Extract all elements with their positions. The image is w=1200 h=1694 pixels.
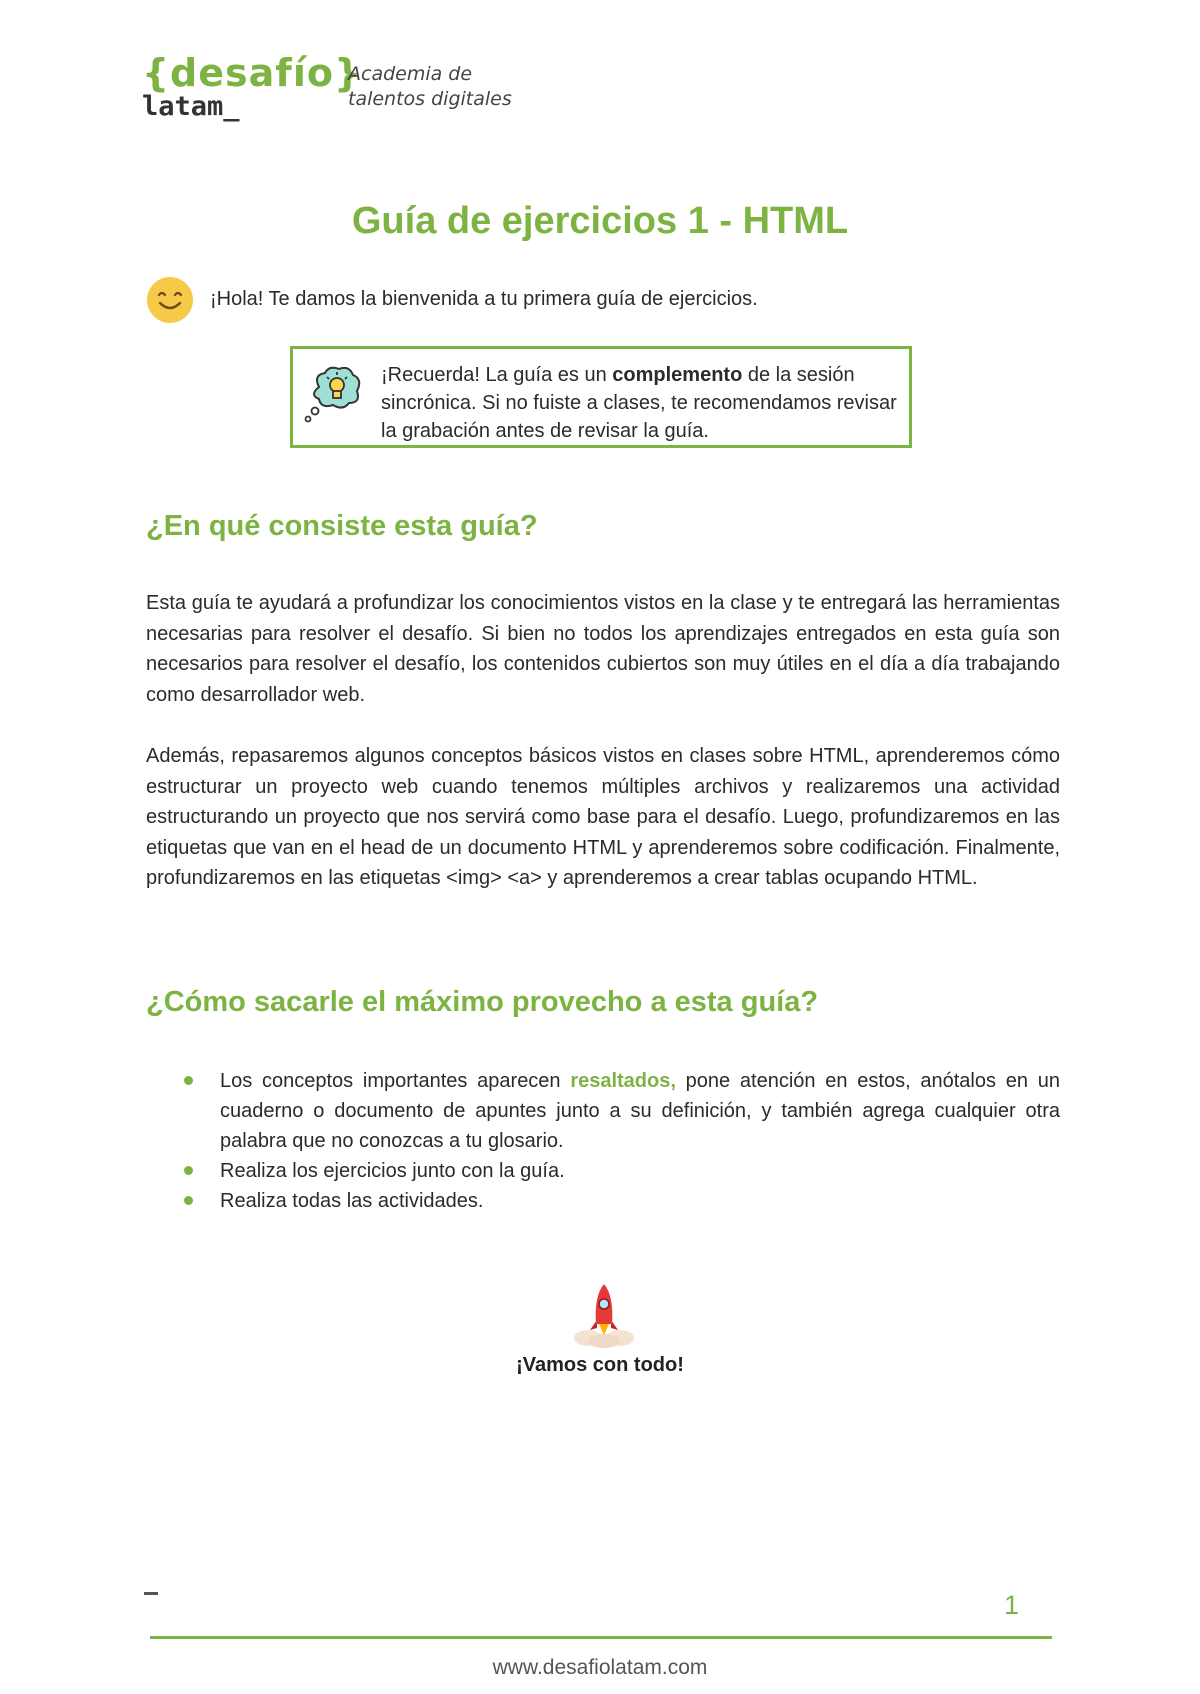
bullet-dot <box>184 1076 193 1085</box>
section-heading-tips: ¿Cómo sacarle el máximo provecho a esta guía? <box>146 986 819 1018</box>
greeting-text: ¡Hola! Te damos la bienvenida a tu primera guía de ejercicios. <box>210 288 758 310</box>
section-heading-overview: ¿En qué consiste esta guía? <box>146 510 538 542</box>
tagline-line-1: Academia de <box>348 63 473 85</box>
footer-url: www.desafiolatam.com <box>492 1656 708 1679</box>
bullet2-text: Realiza los ejercicios junto con la guía. <box>220 1160 565 1182</box>
logo-brand: {desafío} <box>142 51 363 95</box>
rocket-icon <box>570 1280 638 1348</box>
footer-dash <box>144 1592 158 1595</box>
tagline-line-2: talentos digitales <box>348 88 512 110</box>
brand-logo <box>142 52 362 122</box>
logo-subbrand: latam_ <box>142 91 240 122</box>
smiley-icon <box>146 276 194 324</box>
bullet3-text: Realiza todas las actividades. <box>220 1190 484 1212</box>
bullet1-highlight: resaltados, <box>570 1070 676 1092</box>
closing-text: ¡Vamos con todo! <box>516 1354 684 1376</box>
callout-text-part2: de la sesión sincrónica. Si no fuiste a clases, te recomendamos revisar la grabación antes de revisar la guía. <box>381 364 897 442</box>
bullet-dot <box>184 1166 193 1175</box>
overview-paragraph-1: Esta guía te ayudará a profundizar los conocimientos vistos en la clase y te entregará las herramientas necesarias para resolver el desafío. Si bien no todos los aprendizajes entregados en esta guía son necesarios para resolver el desafío, los contenidos cubiertos son muy útiles en el día a día trabajando como desarrollador web. <box>146 592 1060 706</box>
overview-paragraph-2: Además, repasaremos algunos conceptos básicos vistos en clases sobre HTML, aprenderemos cómo estructurar un proyecto web cuando tenemos múltiples archivos y realizaremos una actividad estructurando un proyecto que nos servirá como base para el desafío. Luego, profundizaremos en las etiquetas que van en el head de un documento HTML y aprenderemos sobre codificación. Finalmente, profundizaremos en las etiquetas <img> <a> y aprenderemos a crear tablas ocupando HTML. <box>146 745 1060 889</box>
callout-text-part1: ¡Recuerda! La guía es un <box>381 364 613 386</box>
bullet1-post: pone atención en estos, anótalos en un cuaderno o documento de apuntes junto a su definición, y también agrega cualquier otra palabra que no conozcas a tu glosario. <box>220 1070 1060 1152</box>
list-item <box>184 1156 1060 1186</box>
logo-tagline <box>348 62 512 112</box>
list-item <box>184 1066 1060 1156</box>
page-title: Guía de ejercicios 1 - HTML <box>351 200 849 242</box>
reminder-callout <box>290 346 912 448</box>
page-number: 1 <box>1004 1590 1020 1620</box>
tips-list <box>184 1066 1060 1216</box>
footer-divider <box>150 1636 1052 1639</box>
callout-text <box>381 361 901 445</box>
lightbulb-thought-icon <box>303 361 367 425</box>
callout-text-bold: complemento <box>612 364 743 386</box>
list-item <box>184 1186 1060 1216</box>
bullet1-pre: Los conceptos importantes aparecen <box>220 1070 571 1092</box>
bullet-dot <box>184 1196 193 1205</box>
